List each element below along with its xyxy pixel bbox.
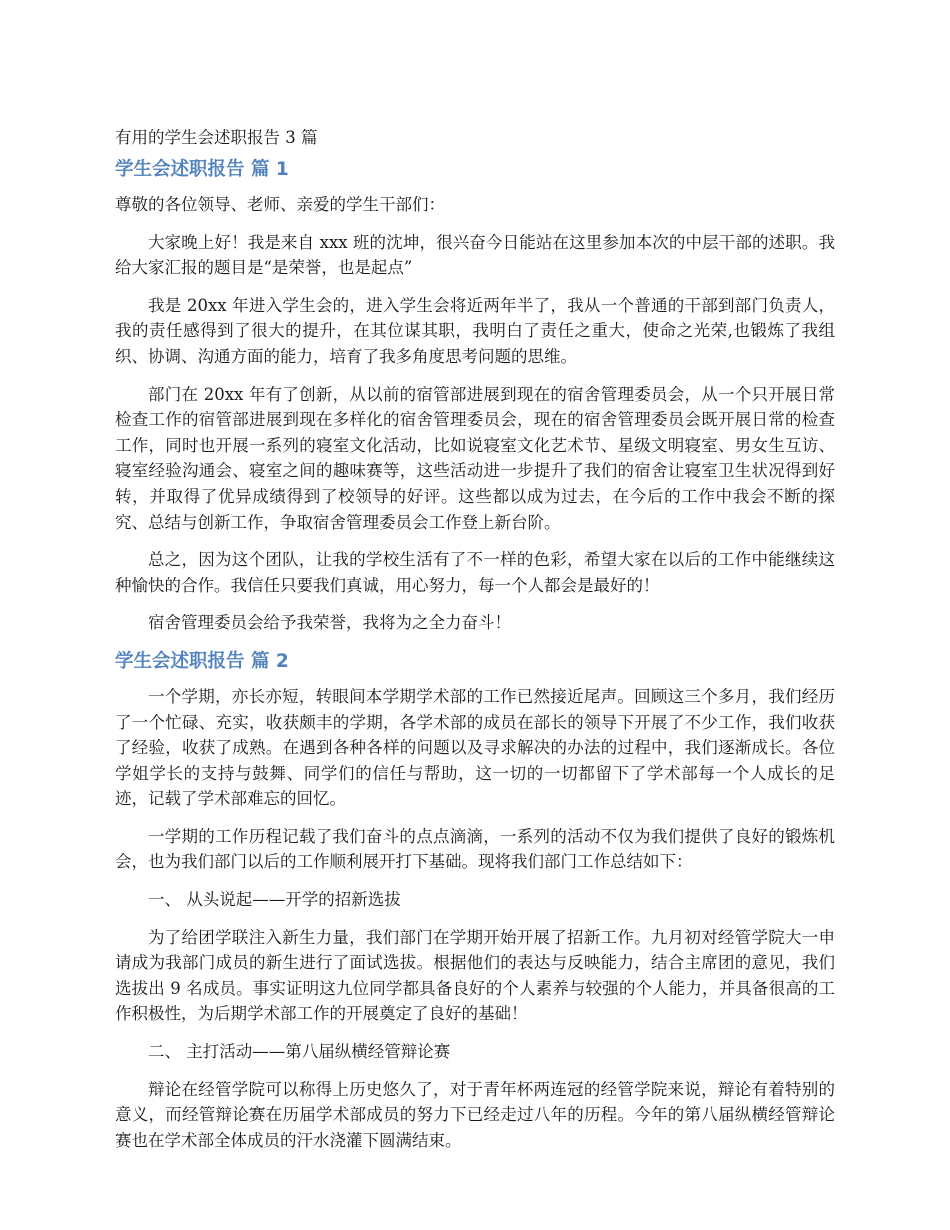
subheading: 一、 从头说起——开学的招新选拔 [148, 890, 401, 910]
section-1 [115, 156, 835, 636]
paragraph: 为了给团学联注入新生力量，我们部门在学期开始开展了招新工作。九月初对经管学院大一申请成为我部门成员的新生进行了面试选拔。根据他们的表达与反映能力，结合主席团的意见，我们选拔出 9 名成员。事实证明这九位同学都具备良好的个人素养与较强的个人能力，并具备很高的工作积极性，为后期学术部工作的开展奠定了良好的基础！ [115, 927, 835, 1024]
section-heading: 学生会述职报告 篇 1 [115, 159, 289, 180]
paragraph: 一个学期，亦长亦短，转眼间本学期学术部的工作已然接近尾声。回顾这三个多月，我们经历了一个忙碌、充实，收获颇丰的学期，各学术部的成员在部长的领导下开展了不少工作，我们收获了经验，收获了成熟。在遇到各种各样的问题以及寻求解决的办法的过程中，我们逐渐成长。各位学姐学长的支持与鼓舞、同学们的信任与帮助，这一切的一切都留下了学术部每一个人成长的足迹，记载了学术部难忘的回忆。 [115, 686, 835, 809]
paragraph: 总之，因为这个团队，让我的学校生活有了不一样的色彩，希望大家在以后的工作中能继续这种愉快的合作。我信任只要我们真诚，用心努力，每一个人都会是最好的！ [115, 550, 835, 595]
salutation: 尊敬的各位领导、老师、亲爱的学生干部们： [115, 195, 445, 214]
paragraph: 我是 20xx 年进入学生会的，进入学生会将近两年半了，我从一个普通的干部到部门负责人，我的责任感得到了很大的提升，在其位谋其职，我明白了责任之重大，使命之光荣,也锻炼了我组织、协调、沟通方面的能力，培育了我多角度思考问题的思维。 [115, 295, 835, 366]
section-heading: 学生会述职报告 篇 2 [115, 650, 289, 672]
paragraph: 大家晚上好！我是来自 xxx 班的沈坤，很兴奋今日能站在这里参加本次的中层干部的述职。我给大家汇报的题目是“是荣誉，也是起点” [115, 232, 835, 278]
paragraph: 宿舍管理委员会给予我荣誉，我将为之全力奋斗！ [148, 613, 511, 633]
subheading: 二、 主打活动——第八届纵横经管辩论赛 [148, 1042, 451, 1062]
paragraph: 部门在 20xx 年有了创新，从以前的宿管部进展到现在的宿舍管理委员会，从一个只开展日常检查工作的宿管部进展到现在多样化的宿舍管理委员会，现在的宿舍管理委员会既开展日常的检查工作，同时也开展一系列的寝室文化活动，比如说寝室文化艺术节、星级文明寝室、男女生互访、寝室经验沟通会、寝室之间的趣味赛等，这些活动进一步提升了我们的宿舍让寝室卫生状况得到好转，并取得了优异成绩得到了校领导的好评。这些都以成为过去，在今后的工作中我会不断的探究、总结与创新工作，争取宿舍管理委员会工作登上新台阶。 [115, 384, 835, 532]
document-title: 有用的学生会述职报告 3 篇 [115, 128, 318, 147]
paragraph: 一学期的工作历程记载了我们奋斗的点点滴滴，一系列的活动不仅为我们提供了良好的锻炼机会，也为我们部门以后的工作顺利展开打下基础。现将我们部门工作总结如下： [115, 826, 835, 872]
paragraph: 辩论在经管学院可以称得上历史悠久了，对于青年杯两连冠的经管学院来说，辩论有着特别的意义，而经管辩论赛在历届学术部成员的努力下已经走过八年的历程。今年的第八届纵横经管辩论赛也在学术部全体成员的汗水浇灌下圆满结束。 [115, 1079, 835, 1150]
section-2 [115, 648, 835, 1154]
